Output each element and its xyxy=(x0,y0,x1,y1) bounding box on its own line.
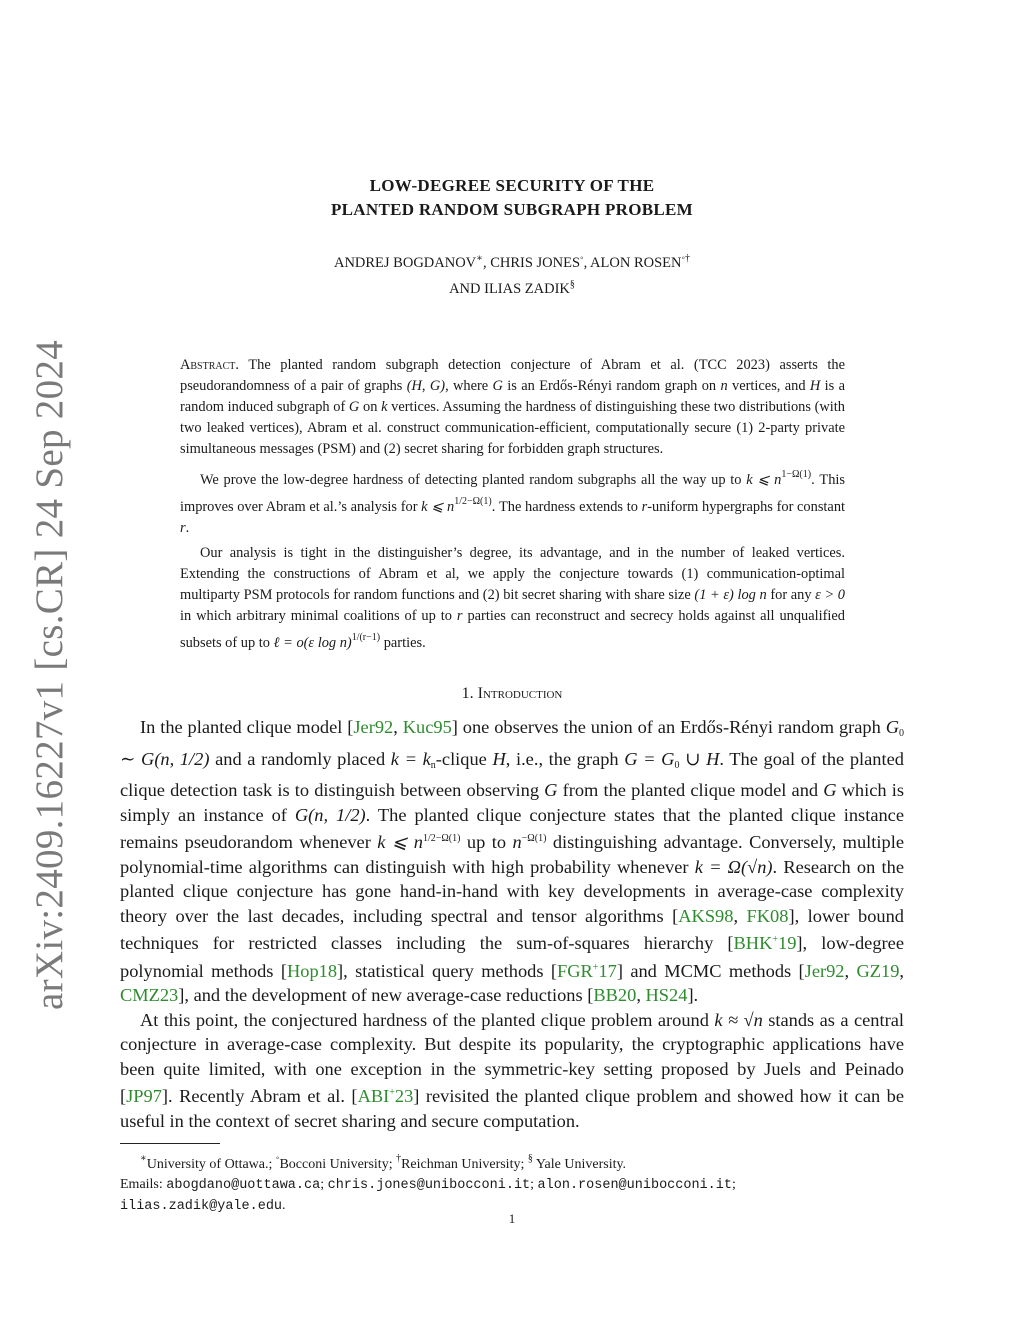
citation-hop18[interactable]: Hop18 xyxy=(286,960,338,981)
authors-line-1 xyxy=(0,248,1024,274)
paper-title xyxy=(0,174,1024,222)
title-line-1: LOW-DEGREE SECURITY OF THE xyxy=(369,176,655,195)
arxiv-sidebar-stamp: arXiv:2409.16227v1 [cs.CR] 24 Sep 2024 xyxy=(28,339,71,1011)
author-mark-1: ∗ xyxy=(476,253,483,264)
citation-jer92[interactable]: Jer92 xyxy=(804,960,845,981)
footnote-divider xyxy=(120,1143,220,1144)
intro-paragraph-2: At this point, the conjectured hardness of the planted clique problem around k ≈ √n stands as a central conjecture in average-case complexity. But despite its popularity, the cryptographic applications have been quite limited, with one exception in the symmetric-key setting proposed by Juels and Peinado [JP97]. Recently Abram et al. [ABI+23] revisited the planted clique problem and showed how it can be useful in the context of secret sharing and secure computation. xyxy=(120,1009,904,1131)
abstract-paragraph-1: Abstract. The planted random subgraph detection conjecture of Abram et al. (TCC 2023) asserts the pseudorandomness of a pair of graphs (H, G), where G is an Erdős-Rényi random graph on n vertices, and H is a random induced subgraph of G on k vertices. Assuming the hardness of distinguishing these two distributions (with two leaked vertices), Abram et al. construct communication-efficient, computationally secure (1) 2-party private simultaneous messages (PSM) and (2) secret sharing for forbidden graph structures. xyxy=(180,357,845,457)
intro-paragraph-1: In the planted clique model [Jer92, Kuc95] one observes the union of an Erdős-Rényi random graph G0 ∼ G(n, 1/2) and a randomly placed k = kn-clique H, i.e., the graph G = G0 ∪ H. The goal of the planted clique detection task is to distinguish between observing G from the planted clique model and G which is simply an instance of G(n, 1/2). The planted clique conjecture states that the planted clique instance remains pseudorandom whenever k ⩽ $n^{1/2-\Omega(1)}$ up to $n^{-\Omega(1)}$ distinguishing advantage. Conversely, multiple polynomial-time algorithms can distinguish with high probability whenever k = Ω(√n). Research on the planted clique conjecture has gone hand-in-hand with key developments in average-case complexity theory over the last decades, including spectral and tensor algorithms [AKS98, FK08], lower bound techniques for restricted classes including the sum-of-squares hierarchy [BHK+19], low-degree polynomial methods [Hop18], statistical query methods [FGR+17] and MCMC methods [Jer92, GZ19, CMZ23], and the development of new average-case reductions [BB20, HS24]. xyxy=(120,717,905,1005)
author-mark-3: ◦† xyxy=(681,253,691,264)
title-line-2: PLANTED RANDOM SUBGRAPH PROBLEM xyxy=(330,200,694,219)
citation-fgr17[interactable]: FGR+17 xyxy=(557,960,617,981)
citation-hs24[interactable]: HS24 xyxy=(645,985,688,1005)
footnote xyxy=(120,1149,904,1217)
author-zadik: ILIAS ZADIK xyxy=(484,281,570,297)
citation-bhk19[interactable]: BHK+19 xyxy=(733,933,797,953)
authors-line-2 xyxy=(0,274,1024,300)
citation-jer92[interactable]: Jer92 xyxy=(353,717,394,737)
email-zadik[interactable]: ilias.zadik@yale.edu xyxy=(120,1199,283,1214)
author-and: AND xyxy=(449,281,485,297)
affiliations: ∗University of Ottawa.; ◦Bocconi University; †Reichman University; § Yale University. xyxy=(140,1153,627,1172)
author-mark-2: ◦ xyxy=(580,253,584,264)
author-block xyxy=(0,248,1024,300)
author-separator: , xyxy=(482,255,491,271)
email-bogdanov[interactable]: abogdano@uottawa.ca xyxy=(166,1178,321,1193)
citation-jp97[interactable]: JP97 xyxy=(126,1086,162,1106)
abstract xyxy=(180,355,845,658)
abstract-paragraph-3: Our analysis is tight in the distinguisher’s degree, its advantage, and in the number of leaked vertices. Extending the constructions of Abram et al, we apply the conjecture towards (1) communication-optimal multiparty PSM protocols for random functions and (2) bit secret sharing with share size (1 + ε) log n for any ε > 0 in which arbitrary minimal coalitions of up to r parties can reconstruct and secrecy holds against all unqualified subsets of up to ℓ = o(ε log n)$^{1/(r-1)}$ parties. xyxy=(180,545,846,651)
author-jones: CHRIS JONES xyxy=(490,255,581,271)
abstract-paragraph-2: We prove the low-degree hardness of detecting planted random subgraphs all the way up to k ⩽ $n^{1-\Omega(1)}$. This improves over Abram et al.’s analysis for k ⩽ $n^{1/2-\Omega(1)}$. The hardness extends to r-uniform hypergraphs for constant r. xyxy=(180,469,846,536)
abstract-label: Abstract. xyxy=(180,357,239,373)
citation-kuc95[interactable]: Kuc95 xyxy=(402,717,452,737)
page-number: 1 xyxy=(508,1211,516,1226)
introduction-body xyxy=(120,715,904,1133)
author-rosen: ALON ROSEN xyxy=(590,255,682,271)
section-heading-introduction: 1. Introduction xyxy=(461,685,563,702)
author-bogdanov: ANDREJ BOGDANOV xyxy=(333,255,477,271)
citation-bb20[interactable]: BB20 xyxy=(593,985,637,1005)
author-mark-4: § xyxy=(569,279,575,290)
citation-cmz23[interactable]: CMZ23 xyxy=(120,985,179,1005)
citation-fk08[interactable]: FK08 xyxy=(746,905,789,926)
email-rosen[interactable]: alon.rosen@unibocconi.it xyxy=(537,1178,732,1193)
citation-gz19[interactable]: GZ19 xyxy=(856,960,900,981)
author-separator: , xyxy=(583,255,591,271)
email-jones[interactable]: chris.jones@unibocconi.it xyxy=(327,1178,531,1193)
emails: Emails: abogdano@uottawa.ca; chris.jones@unibocconi.it; alon.rosen@unibocconi.it; ilias.zadik@yale.edu. xyxy=(120,1177,736,1214)
citation-aks98[interactable]: AKS98 xyxy=(678,905,734,926)
citation-abi23[interactable]: ABI+23 xyxy=(357,1086,414,1106)
